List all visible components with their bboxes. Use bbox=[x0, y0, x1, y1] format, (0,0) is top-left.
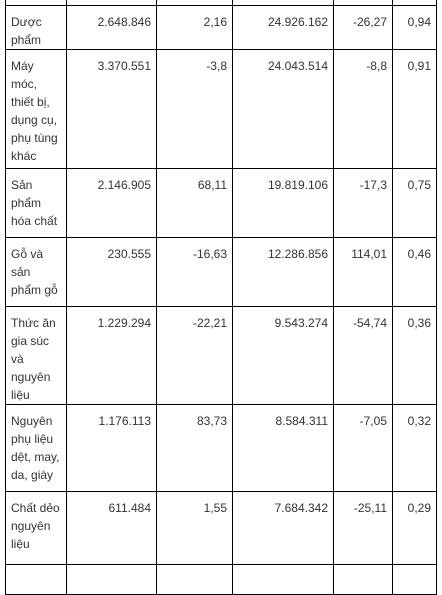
value-cell: 0,75 bbox=[393, 169, 437, 238]
value-cell: -25,11 bbox=[334, 492, 393, 565]
value-cell: 12.286.856 bbox=[233, 238, 334, 307]
value-cell: 3.370.551 bbox=[67, 50, 157, 169]
value-cell: 9.543.274 bbox=[233, 307, 334, 405]
table-row bbox=[6, 307, 437, 405]
table-row bbox=[6, 6, 437, 50]
value-cell: 7.684.342 bbox=[233, 492, 334, 565]
value-cell: -3,8 bbox=[157, 50, 233, 169]
product-name-cell: Gỗ và sản phẩm gỗ bbox=[6, 238, 67, 307]
product-name-cell: Nguyên phụ liệu dệt, may, da, giày bbox=[6, 405, 67, 492]
table-cell bbox=[157, 565, 233, 595]
value-cell: 0,46 bbox=[393, 238, 437, 307]
value-cell: -54,74 bbox=[334, 307, 393, 405]
value-cell: 0,91 bbox=[393, 50, 437, 169]
value-cell: -17,3 bbox=[334, 169, 393, 238]
value-cell: 2.648.846 bbox=[67, 6, 157, 50]
table-cell bbox=[6, 565, 67, 595]
value-cell: 2,16 bbox=[157, 6, 233, 50]
table-cell bbox=[67, 565, 157, 595]
table-row bbox=[6, 492, 437, 565]
value-cell: 1,55 bbox=[157, 492, 233, 565]
value-cell: 114,01 bbox=[334, 238, 393, 307]
product-name-cell: Máy móc, thiết bị, dụng cụ, phụ tùng khác bbox=[6, 50, 67, 169]
value-cell: 1.176.113 bbox=[67, 405, 157, 492]
value-cell: 0,94 bbox=[393, 6, 437, 50]
import-data-table bbox=[5, 0, 437, 595]
table-row bbox=[6, 405, 437, 492]
product-name-cell: Thức ăn gia súc và nguyên liệu bbox=[6, 307, 67, 405]
value-cell: -8,8 bbox=[334, 50, 393, 169]
table-row bbox=[6, 50, 437, 169]
product-name-cell: Chất dẻo nguyên liệu bbox=[6, 492, 67, 565]
value-cell: 1.229.294 bbox=[67, 307, 157, 405]
value-cell: 83,73 bbox=[157, 405, 233, 492]
table-cell bbox=[233, 565, 334, 595]
product-name-cell: Sản phẩm hóa chất bbox=[6, 169, 67, 238]
value-cell: -26,27 bbox=[334, 6, 393, 50]
value-cell: 24.926.162 bbox=[233, 6, 334, 50]
value-cell: 0,36 bbox=[393, 307, 437, 405]
value-cell: 24.043.514 bbox=[233, 50, 334, 169]
value-cell: -22,21 bbox=[157, 307, 233, 405]
table-row bbox=[6, 169, 437, 238]
value-cell: 611.484 bbox=[67, 492, 157, 565]
value-cell: 8.584.311 bbox=[233, 405, 334, 492]
table-row-partial-bottom bbox=[6, 565, 437, 595]
value-cell: 0,32 bbox=[393, 405, 437, 492]
value-cell: -16,63 bbox=[157, 238, 233, 307]
value-cell: -7,05 bbox=[334, 405, 393, 492]
table-cell bbox=[393, 565, 437, 595]
value-cell: 2.146.905 bbox=[67, 169, 157, 238]
value-cell: 68,11 bbox=[157, 169, 233, 238]
table-row bbox=[6, 238, 437, 307]
table-cell bbox=[334, 565, 393, 595]
value-cell: 19.819.106 bbox=[233, 169, 334, 238]
value-cell: 230.555 bbox=[67, 238, 157, 307]
product-name-cell: Dược phẩm bbox=[6, 6, 67, 50]
value-cell: 0,29 bbox=[393, 492, 437, 565]
